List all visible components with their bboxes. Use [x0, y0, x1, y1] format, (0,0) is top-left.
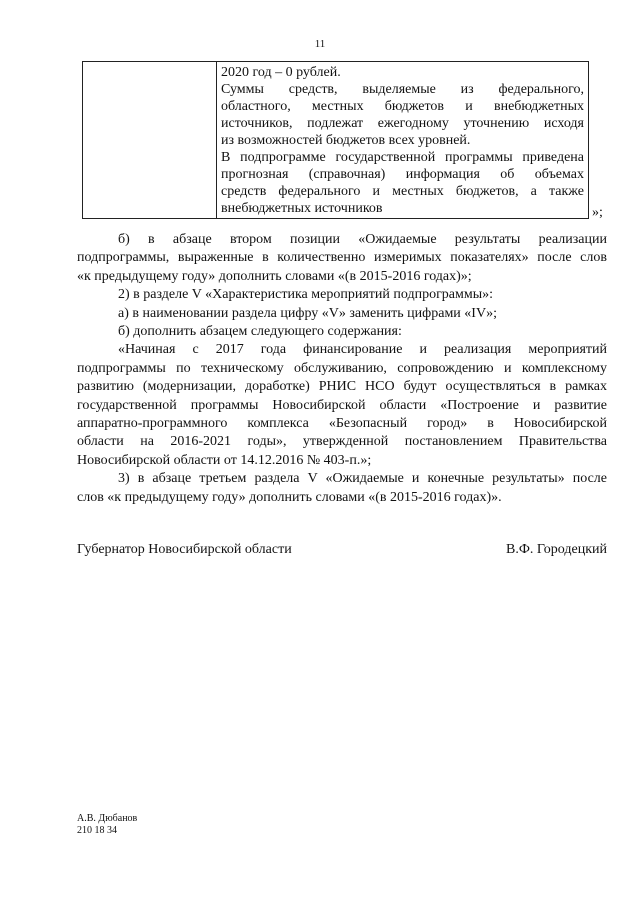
signature-block [77, 542, 607, 558]
signatory-position: Губернатор Новосибирской области [77, 542, 292, 557]
text-line: «Начиная с 2017 года финансирование и реализация мероприятий [118, 342, 607, 358]
text-line: «к предыдущему году» дополнить словами «(в 2015-2016 годах)»; [77, 268, 472, 284]
text-line: государственной программы Новосибирской области «Построение и развитие [77, 397, 607, 413]
executor-block [77, 813, 137, 836]
table-line: внебюджетных источников [221, 201, 383, 216]
table-line: 2020 год – 0 рублей. [221, 65, 341, 80]
page-number: 11 [314, 38, 326, 50]
signatory-name: В.Ф. Городецкий [506, 542, 607, 557]
text-line: слов «к предыдущему году» дополнить словами «(в 2015-2016 годах)». [77, 489, 502, 505]
amendments-text [77, 231, 607, 507]
text-line: области на 2016-2021 годы», утвержденной постановлением Правительства [77, 434, 607, 450]
table-closing-quote: »; [592, 205, 603, 220]
table-line: областного, местных бюджетов и внебюджетных [221, 99, 584, 114]
text-line: подпрограммы по техническому обслуживанию, сопровождению и комплексному [77, 360, 607, 376]
paragraph-dopolnit: б) дополнить абзацем следующего содержания: [118, 324, 402, 340]
paragraph-new-abzac [77, 341, 607, 470]
paragraph-naimenovanie: а) в наименовании раздела цифру «V» заменить цифрами «IV»; [118, 305, 497, 321]
text-line: Новосибирской области от 14.12.2016 № 403-п.»; [77, 452, 372, 468]
table-row [83, 62, 589, 219]
paragraph-b-abzac-vtoroy [77, 231, 607, 286]
text-line: подпрограммы, выраженные в количественно измеримых показателях» после слов [77, 250, 607, 266]
program-table [82, 61, 589, 219]
text-line: развитию (модернизации, доработке) РНИС НСО будут осуществляться в рамках [77, 379, 607, 395]
table-line: из возможностей бюджетов всех уровней. [221, 133, 471, 148]
executor-phone: 210 18 34 [77, 824, 117, 836]
text-line: аппаратно-программного комплекса «Безопасный город» в Новосибирской [77, 416, 607, 432]
text-line: б) в абзаце втором позиции «Ожидаемые результаты реализации [118, 232, 607, 247]
table-line: источников, подлежат ежегодному уточнению исходя [221, 116, 584, 131]
text-line: 3) в абзаце третьем раздела V «Ожидаемые и конечные результаты» после [118, 471, 607, 487]
table-line: Суммы средств, выделяемые из федерального, [221, 82, 584, 97]
table-right-cell [217, 62, 589, 219]
table-left-cell [83, 62, 217, 219]
table-line: прогнозная (справочная) информация об объемах [221, 167, 584, 182]
paragraph-abzac-tretiy [77, 470, 607, 507]
table-line: В подпрограмме государственной программы приведена [221, 150, 584, 165]
executor-name: А.В. Дюбанов [77, 813, 138, 824]
table-line: средств федерального и местных бюджетов, а также [221, 184, 584, 199]
paragraph-razdel-v: 2) в разделе V «Характеристика мероприятий подпрограммы»: [118, 287, 494, 303]
